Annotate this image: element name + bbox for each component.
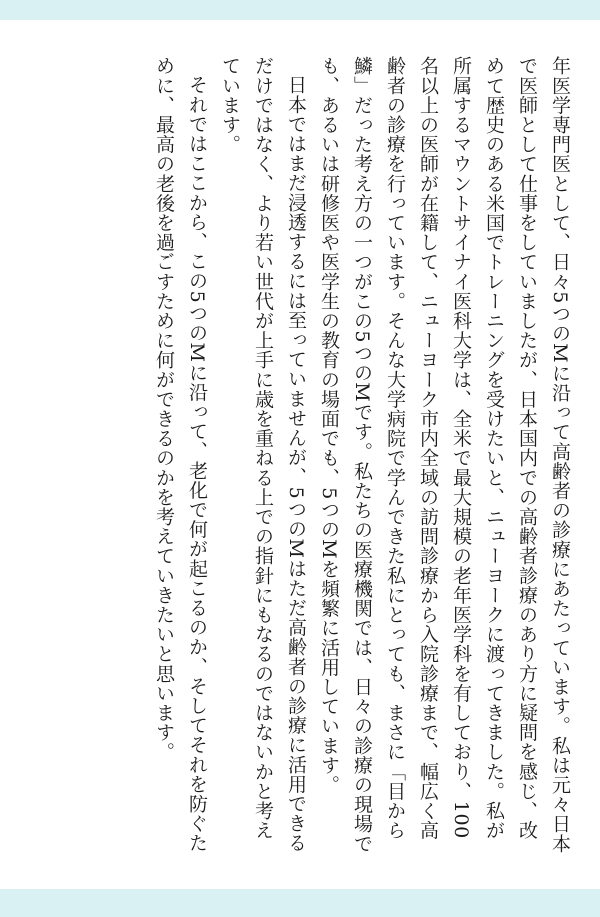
- paragraph-2: 日本ではまだ浸透するには至っていませんが、5つのMはただ高齢者の診療に活用できるだけではなく、より若い世代が上手に歳を重ねる上での指針にもなるのではないかと考えています。: [219, 56, 307, 853]
- paragraph-3: それではここから、この5つのMに沿って、老化で何が起こるのか、そしてそれを防ぐために、最高の老後を過ごすために何ができるのかを考えていきたいと思います。: [153, 56, 208, 853]
- paragraph-1: 年医学専門医として、日々5つのMに沿って高齢者の診療にあたっています。私は元々日本で医師として仕事をしていましたが、日本国内での高齢者診療のあり方に疑問を感じ、改めて歴史のある米国でトレーニングを受けたいと、ニューヨークに渡ってきました。私が所属するマウントサイナイ医科大学は、全米で最大規模の老年医学科を有しており、100名以上の医師が在籍して、ニューヨーク市内全域の訪問診療から入院診療まで、幅広く高齢者の診療を行っています。そんな大学病院で学んできた私にとっても、まさに「目から鱗」だった考え方の一つがこの5つのMです。私たちの医療機関では、日々の診療の現場でも、あるいは研修医や医学生の教育の場面でも、5つのMを頻繁に活用しています。: [318, 56, 571, 854]
- bottom-band: [0, 889, 600, 917]
- page-body: [28, 56, 576, 856]
- top-band: [0, 0, 600, 20]
- vertical-text-column: [147, 56, 576, 856]
